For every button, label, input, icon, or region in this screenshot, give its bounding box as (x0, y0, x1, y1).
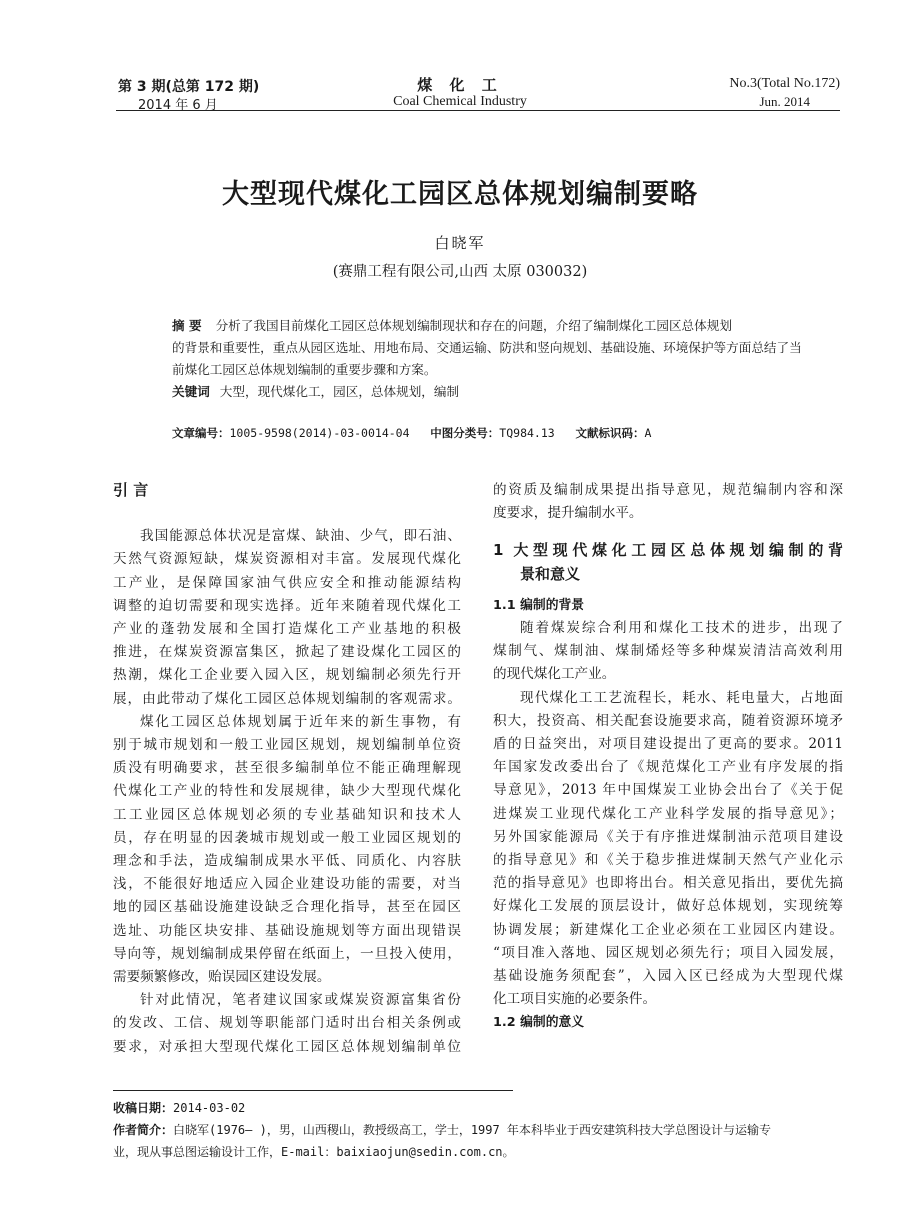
journal-name-cn: 煤 化 工 (417, 76, 503, 94)
paragraph-line: 质没有明确要求，甚至很多编制单位不能正确理解现 (113, 760, 461, 777)
abstract-line: 的背景和重要性，重点从园区选址、用地布局、交通运输、防洪和竖向规划、基础设施、环境保护等方面总结了当 (172, 340, 802, 355)
paragraph-line: 随着煤炭综合利用和煤化工技术的进步，出现了 (520, 620, 843, 637)
paragraph-line: 范的指导意见》也即将出台。相关意见指出，要优先搞 (493, 875, 843, 892)
paragraph-line: 推进，在煤炭资源富集区，掀起了建设煤化工园区的 (113, 644, 461, 661)
section-heading-1-cont: 景和意义 (520, 564, 581, 583)
paragraph-line: 的现代煤化工产业。 (493, 666, 616, 683)
paragraph-line: 基础设施务须配套”，入园入区已经成为大型现代煤 (493, 968, 843, 985)
keywords-line (172, 381, 840, 403)
author-affiliation: (赛鼎工程有限公司,山西 太原 030032) (332, 264, 588, 280)
paragraph-line: 员，存在明显的因袭城市规划或一般工业园区规划的 (113, 829, 461, 846)
article-author: 白晓军 (434, 234, 486, 252)
paragraph-line: 工产业，是保障国家油气供应安全和推动能源结构 (113, 574, 461, 591)
paragraph-line: 另外国家能源局《关于有序推进煤制油示范项目建设 (493, 828, 843, 845)
received-date: 收稿日期：2014-03-02 (113, 1101, 246, 1115)
paragraph-line: 协调发展；新建煤化工企业必须在工业园区内建设。 (493, 921, 843, 938)
paragraph-line: 理念和手法，造成编制成果水平低、同质化、内容肤 (113, 853, 461, 870)
paragraph-line: 工工业园区总体规划必须的专业基础知识和技术人 (113, 806, 461, 823)
issue-date-cn: 2014 年 6 月 (138, 98, 218, 113)
paragraph-line: 煤化工园区总体规划属于近年来的新生事物，有 (140, 713, 461, 730)
paragraph-line: 产业的蓬勃发展和全国打造煤化工产业基地的积极 (113, 621, 461, 638)
paragraph-line: 好煤化工发展的顶层设计，做好总体规划，实现统筹 (493, 898, 843, 915)
left-column (113, 479, 461, 1059)
paragraph-line: 煤制气、煤制油、煤制烯烃等多种煤炭清洁高效利用 (493, 643, 843, 660)
paragraph-line: 导意见》，2013 年中国煤炭工业协会出台了《关于促 (493, 782, 843, 799)
paragraph-line: 现代煤化工工艺流程长，耗水、耗电量大，占地面 (520, 689, 843, 706)
clc-number: TQ984.13 (499, 426, 555, 440)
paragraph-line: 要求，对承担大型现代煤化工园区总体规划编制单位 (113, 1038, 461, 1055)
paragraph-line: 针对此情况，笔者建议国家或煤炭资源富集省份 (140, 992, 461, 1009)
abstract-line: 摘 要 分析了我国目前煤化工园区总体规划编制现状和存在的问题，介绍了编制煤化工园区总体规划 (172, 318, 732, 333)
subsection-heading-1-1: 1.1 编制的背景 (493, 597, 585, 613)
running-header (0, 72, 920, 112)
paragraph-line: 天然气资源短缺，煤炭资源相对丰富。发展现代煤化 (113, 551, 461, 568)
keywords-label: 关键词 (172, 384, 210, 399)
section-heading-1: 1 大型现代煤化工园区总体规划编制的背 (493, 541, 843, 560)
abstract-label: 摘 要 (172, 318, 202, 333)
bio-label: 作者简介： (113, 1123, 174, 1137)
keywords: 大型，现代煤化工，园区，总体规划，编制 (219, 384, 460, 399)
paragraph-line: 的发改、工信、规划等职能部门适时出台相关条例或 (113, 1015, 461, 1032)
paragraph-line: 展，由此带动了煤化工园区总体规划编制的客观需求。 (113, 690, 461, 707)
paragraph-line: 代煤化工产业的特性和发展规律，缺少大型现代煤化 (113, 783, 461, 800)
paragraph-line: 我国能源总体状况是富煤、缺油、少气，即石油、 (140, 528, 461, 545)
paragraph-line: 调整的迫切需要和现实选择。近年来随着现代煤化工 (113, 597, 461, 614)
paragraph-line: 地的园区基础设施建设缺乏合理化指导，甚至在园区 (113, 899, 461, 916)
paragraph-line: “项目准入落地、园区规划必须先行；项目入园发展， (493, 944, 843, 961)
paragraph-line: 进煤炭工业现代煤化工产业科学发展的指导意见》； (493, 805, 843, 822)
article-number: 1005-9598(2014)-03-0014-04 (229, 426, 410, 440)
paragraph-line: 热潮，煤化工企业要入园入区，规划编制必须先行开 (113, 667, 461, 684)
author-bio: 作者简介：白晓军(1976— )，男，山西稷山，教授级高工，学士，1997 年本科毕业于西安建筑科技大学总图设计与运输专 (113, 1123, 771, 1137)
subsection-heading-1-2: 1.2 编制的意义 (493, 1015, 585, 1031)
paragraph-line: 盾的日益突出，对项目建设提出了更高的要求。2011 (493, 736, 843, 753)
journal-name-en: Coal Chemical Industry (393, 94, 527, 109)
paragraph-line: 导向等，规划编制成果停留在纸面上，一旦投入使用， (113, 945, 461, 962)
paragraph-line: 度要求，提升编制水平。 (493, 505, 643, 522)
paragraph-line: 的资质及编制成果提出指导意见，规范编制内容和深 (493, 482, 843, 498)
issue-date-en: Jun. 2014 (759, 94, 810, 109)
document-code: A (644, 426, 652, 440)
issue-number-en: No.3(Total No.172) (729, 76, 840, 91)
paragraph-line: 需要频繁修改，贻误园区建设发展。 (113, 969, 331, 986)
paragraph-line: 的指导意见》和《关于稳步推进煤制天然气产业化示 (493, 852, 843, 869)
paragraph-line: 化工项目实施的必要条件。 (493, 991, 657, 1008)
abstract-line: 前煤化工园区总体规划编制的重要步骤和方案。 (172, 362, 437, 377)
right-column (493, 479, 843, 1035)
issue-number-cn: 第 3 期(总第 172 期) (118, 79, 260, 95)
paragraph-line: 浅，不能很好地适应入园企业建设功能的需要，对当 (113, 876, 461, 893)
paragraph-line: 积大，投资高、相关配套设施要求高，随着资源环境矛 (493, 712, 843, 729)
author-bio-cont: 业，现从事总图运输设计工作，E-mail：baixiaojun@sedin.com.cn。 (113, 1145, 515, 1159)
section-heading-intro: 引 言 (113, 481, 149, 499)
paragraph-line: 选址、功能区块安排、基础设施规划等方面出现错误 (113, 922, 461, 939)
paragraph-line: 年国家发改委出台了《规范煤化工产业有序发展的指 (493, 759, 843, 776)
article-metadata: 文章编号：1005-9598(2014)-03-0014-04 中图分类号：TQ984.13 文献标识码：A (172, 426, 652, 440)
paragraph-line: 别于城市规划和一般工业园区规划，规划编制单位资 (113, 737, 461, 754)
header-rule (116, 110, 840, 111)
footnote-rule (113, 1090, 513, 1091)
received-label: 收稿日期： (113, 1101, 174, 1115)
article-title: 大型现代煤化工园区总体规划编制要略 (222, 179, 698, 210)
abstract (172, 315, 840, 403)
